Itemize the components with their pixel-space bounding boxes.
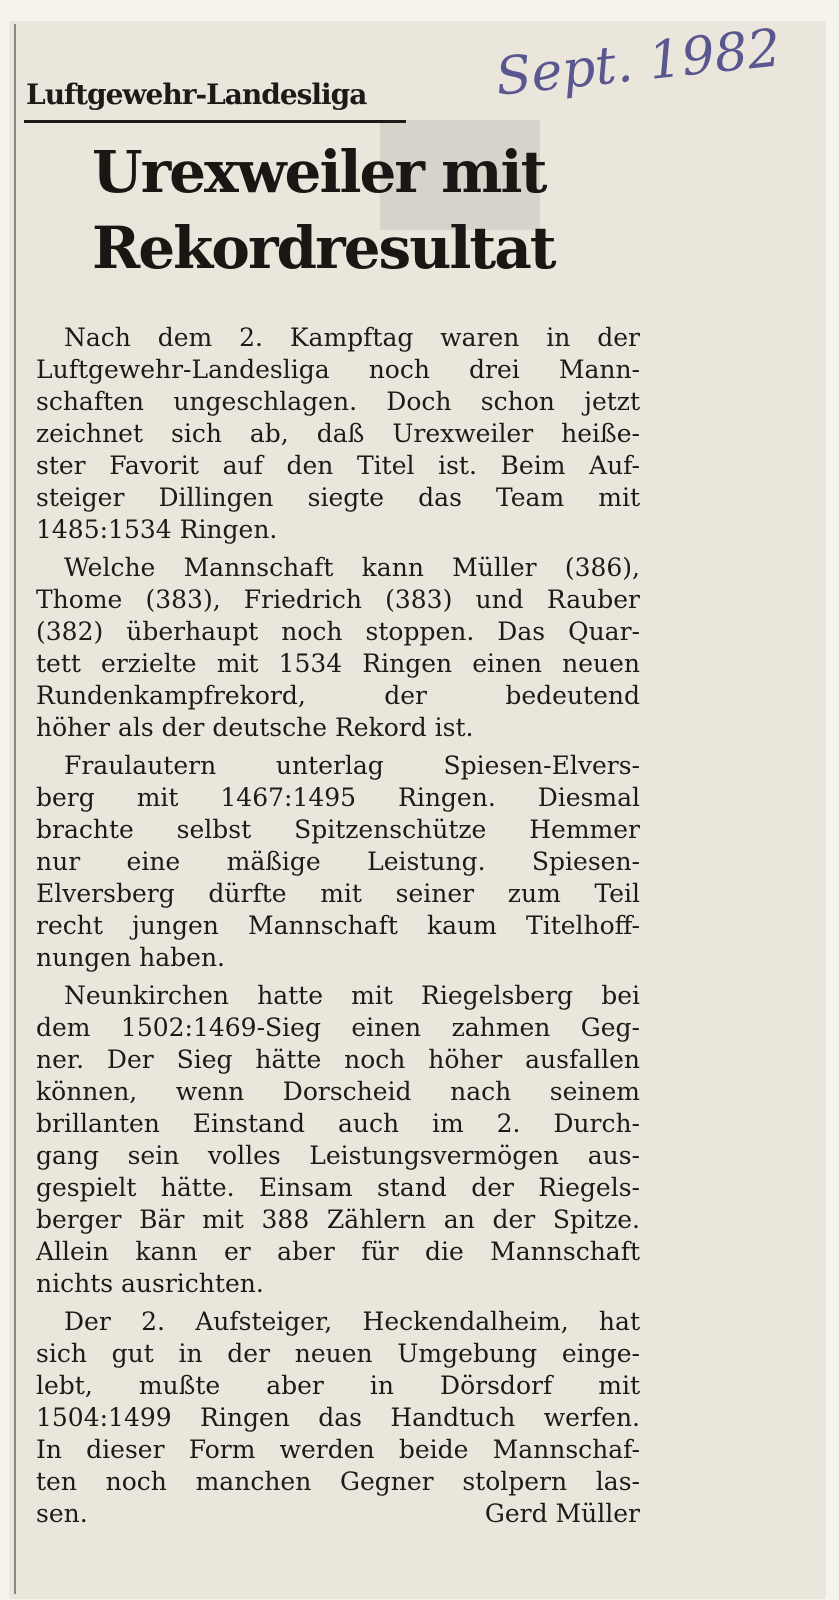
- headline: [92, 134, 692, 286]
- headline-line: Rekordresultat: [92, 214, 555, 282]
- closing-line: [36, 1498, 640, 1530]
- closing-word: sen.: [36, 1499, 88, 1528]
- text-line: berger Bär mit 388 Zählern an der Spitze.: [36, 1205, 640, 1234]
- text-line: (382) überhaupt noch stoppen. Das Quar-: [36, 617, 640, 646]
- paragraph: [36, 552, 640, 744]
- text-line: ner. Der Sieg hätte noch höher ausfallen: [36, 1045, 640, 1074]
- text-line: nichts ausrichten.: [36, 1269, 264, 1298]
- text-line: höher als der deutsche Rekord ist.: [36, 713, 474, 742]
- text-line: Nach dem 2. Kampftag waren in der: [64, 323, 640, 352]
- text-line: Elversberg dürfte mit seiner zum Teil: [36, 879, 640, 908]
- handwritten-date: Sept. 1982: [492, 18, 784, 108]
- text-line: recht jungen Mannschaft kaum Titelhoff-: [36, 911, 640, 940]
- text-line: ten noch manchen Gegner stolpern las-: [36, 1467, 640, 1496]
- headline-line: Urexweiler mit: [92, 138, 546, 206]
- paragraph: [36, 750, 640, 974]
- author-byline: Gerd Müller: [484, 1499, 640, 1528]
- text-line: Welche Mannschaft kann Müller (386),: [64, 553, 640, 582]
- text-line: 1504:1499 Ringen das Handtuch werfen.: [36, 1403, 640, 1432]
- article-body: [36, 322, 640, 1536]
- text-line: ster Favorit auf den Titel ist. Beim Auf-: [36, 451, 640, 480]
- text-line: sich gut in der neuen Umgebung einge-: [36, 1339, 640, 1368]
- text-line: lebt, mußte aber in Dörsdorf mit: [36, 1371, 640, 1400]
- text-line: Allein kann er aber für die Mannschaft: [36, 1237, 640, 1266]
- section-kicker: Luftgewehr-Landesliga: [26, 78, 367, 111]
- text-line: Fraulautern unterlag Spiesen-Elvers-: [64, 751, 640, 780]
- text-line: können, wenn Dorscheid nach seinem: [36, 1077, 640, 1106]
- text-line: brachte selbst Spitzenschütze Hemmer: [36, 815, 640, 844]
- text-line: dem 1502:1469-Sieg einen zahmen Geg-: [36, 1013, 640, 1042]
- text-line: brillanten Einstand auch im 2. Durch-: [36, 1109, 640, 1138]
- text-line: gespielt hätte. Einsam stand der Riegels-: [36, 1173, 640, 1202]
- text-line: berg mit 1467:1495 Ringen. Diesmal: [36, 783, 640, 812]
- clipping-cut-edge: [14, 24, 16, 1594]
- text-line: Neunkirchen hatte mit Riegelsberg bei: [64, 981, 640, 1010]
- paragraph: [36, 1306, 640, 1530]
- text-line: In dieser Form werden beide Mannschaf-: [36, 1435, 640, 1464]
- text-line: steiger Dillingen siegte das Team mit: [36, 483, 640, 512]
- text-line: Luftgewehr-Landesliga noch drei Mann-: [36, 355, 640, 384]
- text-line: zeichnet sich ab, daß Urexweiler heiße-: [36, 419, 640, 448]
- paragraph: [36, 980, 640, 1300]
- text-line: nur eine mäßige Leistung. Spiesen-: [36, 847, 640, 876]
- text-line: schaften ungeschlagen. Doch schon jetzt: [36, 387, 640, 416]
- text-line: Thome (383), Friedrich (383) und Rauber: [36, 585, 640, 614]
- text-line: tett erzielte mit 1534 Ringen einen neuen: [36, 649, 640, 678]
- text-line: gang sein volles Leistungsvermögen aus-: [36, 1141, 640, 1170]
- text-line: Der 2. Aufsteiger, Heckendalheim, hat: [64, 1307, 640, 1336]
- text-line: nungen haben.: [36, 943, 226, 972]
- kicker-underline: [24, 120, 406, 123]
- text-line: Rundenkampfrekord, der bedeutend: [36, 681, 640, 710]
- paragraph: [36, 322, 640, 546]
- text-line: 1485:1534 Ringen.: [36, 515, 278, 544]
